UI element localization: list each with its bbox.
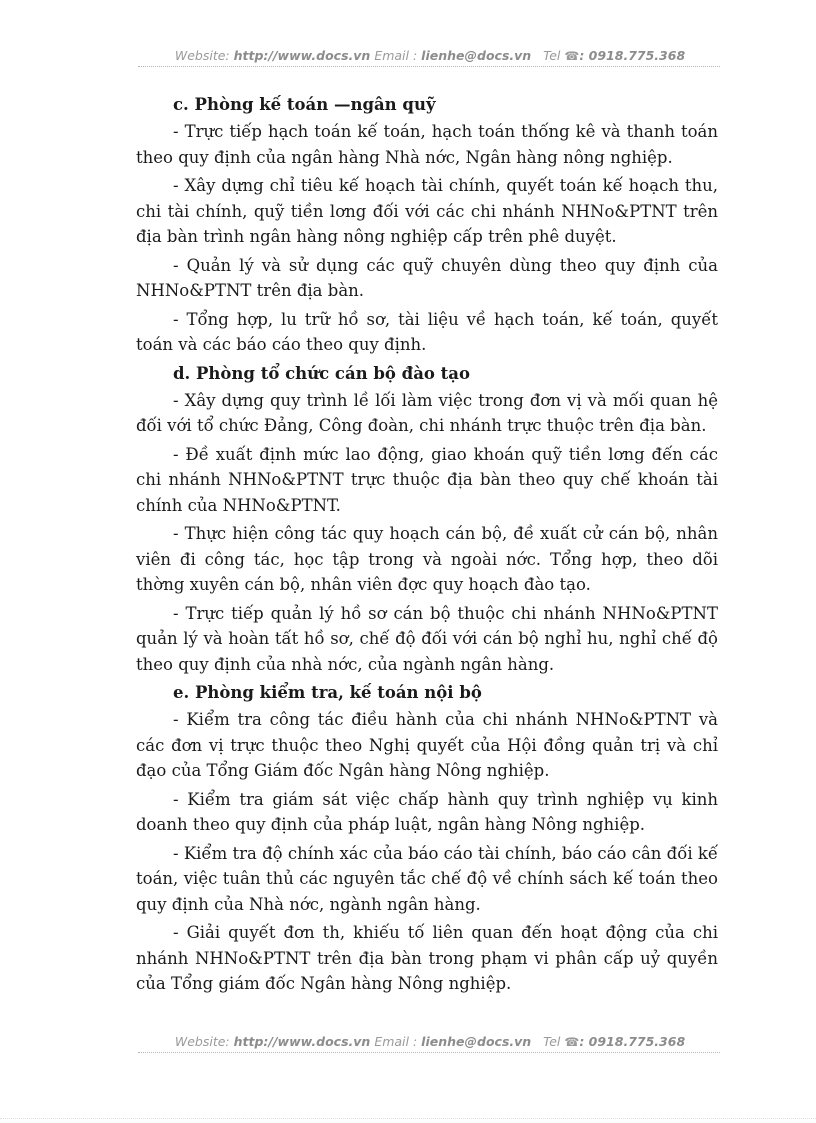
email-label: Email : (374, 1034, 418, 1049)
paragraph: - Kiểm tra giám sát việc chấp hành quy trình nghiệp vụ kinh doanh theo quy định của pháp luật, ngân hàng Nông nghiệp. (136, 789, 718, 834)
email-link[interactable]: lienhe@docs.vn (421, 48, 532, 63)
paragraph: - Xây dựng quy trình lề lối làm việc trong đơn vị và mối quan hệ đối với tổ chức Đảng, Công đoàn, chi nhánh trực thuộc trên địa bàn. (136, 390, 718, 435)
email-label: Email : (374, 48, 418, 63)
website-label: Website: (174, 48, 230, 63)
paragraph: - Giải quyết đơn th, khiếu tố liên quan đến hoạt động của chi nhánh NHNo&PTNT trên địa bàn trong phạm vi phân cấp uỷ quyền của Tổng giám đốc Ngân hàng Nông nghiệp. (136, 923, 718, 993)
paragraph: - Quản lý và sử dụng các quỹ chuyên dùng theo quy định của NHNo&PTNT trên địa bàn. (136, 255, 718, 300)
section-heading: e. Phòng kiểm tra, kế toán nội bộ (173, 683, 482, 702)
paragraph: - Trực tiếp hạch toán kế toán, hạch toán thống kê và thanh toán theo quy định của ngân hàng Nhà nớc, Ngân hàng nông nghiệp. (136, 122, 718, 167)
section-e (136, 680, 718, 997)
tel-number: : 0918.775.368 (579, 48, 686, 63)
website-link[interactable]: http://www.docs.vn (233, 48, 371, 63)
tel-label: Tel (543, 48, 561, 63)
paragraph: - Đề xuất định mức lao động, giao khoán quỹ tiền lơng đến các chi nhánh NHNo&PTNT trực thuộc địa bàn theo quy chế khoán tài chính của NHNo&PTNT. (136, 444, 718, 515)
document-body (136, 92, 718, 1000)
website-label: Website: (174, 1034, 230, 1049)
paragraph: - Kiểm tra công tác điều hành của chi nhánh NHNo&PTNT và các đơn vị trực thuộc theo Nghị quyết của Hội đồng quản trị và chỉ đạo của Tổng Giám đốc Ngân hàng Nông nghiệp. (136, 710, 718, 780)
paragraph: - Tổng hợp, lu trữ hồ sơ, tài liệu về hạch toán, kế toán, quyết toán và các báo cáo theo quy định. (136, 309, 718, 354)
paragraph: - Kiểm tra độ chính xác của báo cáo tài chính, báo cáo cân đối kế toán, việc tuân thủ các nguyên tắc chế độ về chính sách kế toán theo quy định của Nhà nớc, ngành ngân hàng. (136, 843, 718, 914)
header-watermark (140, 48, 720, 63)
section-c (136, 92, 718, 358)
section-d (136, 361, 718, 678)
header-divider (138, 66, 720, 67)
section-heading: d. Phòng tổ chức cán bộ đào tạo (173, 363, 470, 383)
paragraph: - Xây dựng chỉ tiêu kế hoạch tài chính, quyết toán kế hoạch thu, chi tài chính, quỹ tiền lơng đối với các chi nhánh NHNo&PTNT trên địa bàn trình ngân hàng nông nghiệp cấp trên phê duyệt. (136, 176, 718, 246)
section-heading: c. Phòng kế toán —ngân quỹ (173, 95, 436, 114)
paragraph: - Trực tiếp quản lý hồ sơ cán bộ thuộc chi nhánh NHNo&PTNT quản lý và hoàn tất hồ sơ, chế độ đối với cán bộ nghỉ hu, nghỉ chế độ theo quy định của nhà nớc, của ngành ngân hàng. (136, 603, 718, 674)
paragraph: - Thực hiện công tác quy hoạch cán bộ, đề xuất cử cán bộ, nhân viên đi công tác, học tập trong và ngoài nớc. Tổng hợp, theo dõi thờng xuyên cán bộ, nhân viên đợc quy hoạch đào tạo. (136, 524, 718, 594)
website-link[interactable]: http://www.docs.vn (233, 1034, 371, 1049)
telephone-icon: ☎ (564, 49, 580, 63)
footer-watermark (140, 1034, 720, 1049)
tel-label: Tel (543, 1034, 561, 1049)
tel-number: : 0918.775.368 (579, 1034, 686, 1049)
footer-divider (138, 1052, 720, 1053)
email-link[interactable]: lienhe@docs.vn (421, 1034, 532, 1049)
telephone-icon: ☎ (564, 1035, 580, 1049)
page-edge (0, 1118, 816, 1119)
